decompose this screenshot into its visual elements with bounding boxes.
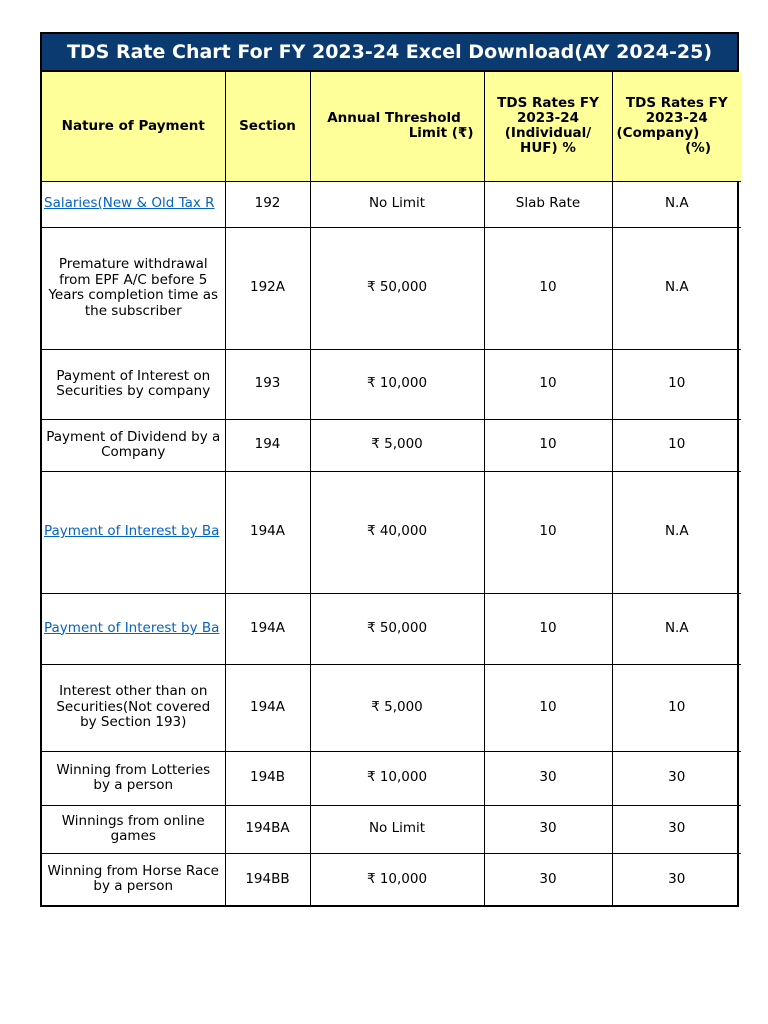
company-rate-cell: 30 xyxy=(612,805,741,853)
individual-rate-cell: 30 xyxy=(484,805,612,853)
nature-cell: Winnings from online games xyxy=(42,805,225,853)
company-rate-cell: N.A xyxy=(612,181,741,227)
section-cell: 192A xyxy=(225,227,310,349)
company-rate-cell: N.A xyxy=(612,593,741,664)
table-row xyxy=(42,471,741,593)
nature-cell: Winning from Horse Race by a person xyxy=(42,853,225,905)
section-cell: 193 xyxy=(225,349,310,419)
company-rate-cell: 10 xyxy=(612,664,741,751)
individual-rate-cell: 10 xyxy=(484,664,612,751)
section-cell: 194BA xyxy=(225,805,310,853)
individual-rate-cell: 10 xyxy=(484,349,612,419)
threshold-cell: ₹ 10,000 xyxy=(310,853,484,905)
header-individual-rate: TDS Rates FY 2023-24 (Individual/ HUF) % xyxy=(484,72,612,181)
section-cell: 194BB xyxy=(225,853,310,905)
company-rate-cell: 10 xyxy=(612,349,741,419)
header-threshold-line1: Annual Threshold xyxy=(327,110,461,127)
threshold-cell: No Limit xyxy=(310,805,484,853)
tds-rate-sheet xyxy=(40,32,739,907)
company-rate-cell: N.A xyxy=(612,227,741,349)
company-rate-cell: 30 xyxy=(612,751,741,805)
sheet-title: TDS Rate Chart For FY 2023-24 Excel Download(AY 2024-25) xyxy=(42,34,737,72)
company-rate-cell: 30 xyxy=(612,853,741,905)
table-row xyxy=(42,181,741,227)
header-nature: Nature of Payment xyxy=(42,72,225,181)
threshold-cell: ₹ 10,000 xyxy=(310,751,484,805)
tds-rate-table xyxy=(42,72,741,905)
header-company-line3: (%) xyxy=(685,140,711,157)
threshold-cell: ₹ 5,000 xyxy=(310,419,484,471)
section-cell: 194A xyxy=(225,593,310,664)
nature-link[interactable]: Salaries(New & Old Tax R xyxy=(44,195,215,212)
section-cell: 192 xyxy=(225,181,310,227)
threshold-cell: ₹ 10,000 xyxy=(310,349,484,419)
table-row xyxy=(42,227,741,349)
individual-rate-cell: 10 xyxy=(484,419,612,471)
section-cell: 194 xyxy=(225,419,310,471)
threshold-cell: ₹ 50,000 xyxy=(310,227,484,349)
table-row xyxy=(42,419,741,471)
header-company-line2: (Company) xyxy=(616,125,700,142)
individual-rate-cell: Slab Rate xyxy=(484,181,612,227)
threshold-cell: ₹ 40,000 xyxy=(310,471,484,593)
header-company-rate xyxy=(612,72,741,181)
individual-rate-cell: 30 xyxy=(484,751,612,805)
nature-cell: Premature withdrawal from EPF A/C before 5 Years completion time as the subscriber xyxy=(42,227,225,349)
nature-cell: Payment of Dividend by a Company xyxy=(42,419,225,471)
table-row xyxy=(42,751,741,805)
header-threshold-line2: Limit (₹) xyxy=(408,125,474,142)
header-section: Section xyxy=(225,72,310,181)
threshold-cell: ₹ 5,000 xyxy=(310,664,484,751)
company-rate-cell: N.A xyxy=(612,471,741,593)
nature-cell[interactable] xyxy=(42,593,225,664)
section-cell: 194A xyxy=(225,664,310,751)
individual-rate-cell: 10 xyxy=(484,471,612,593)
table-row xyxy=(42,664,741,751)
nature-link[interactable]: Payment of Interest by Ba xyxy=(44,523,220,540)
section-cell: 194A xyxy=(225,471,310,593)
nature-cell[interactable] xyxy=(42,471,225,593)
individual-rate-cell: 30 xyxy=(484,853,612,905)
table-row xyxy=(42,349,741,419)
individual-rate-cell: 10 xyxy=(484,227,612,349)
table-row xyxy=(42,853,741,905)
threshold-cell: ₹ 50,000 xyxy=(310,593,484,664)
nature-link[interactable]: Payment of Interest by Ba xyxy=(44,619,220,636)
nature-cell: Winning from Lotteries by a person xyxy=(42,751,225,805)
nature-cell: Interest other than on Securities(Not covered by Section 193) xyxy=(42,664,225,751)
threshold-cell: No Limit xyxy=(310,181,484,227)
header-row xyxy=(42,72,741,181)
nature-cell: Payment of Interest on Securities by company xyxy=(42,349,225,419)
individual-rate-cell: 10 xyxy=(484,593,612,664)
table-row xyxy=(42,593,741,664)
table-row xyxy=(42,805,741,853)
company-rate-cell: 10 xyxy=(612,419,741,471)
nature-cell[interactable] xyxy=(42,181,225,227)
section-cell: 194B xyxy=(225,751,310,805)
header-threshold xyxy=(310,72,484,181)
header-company-line1: TDS Rates FY 2023-24 xyxy=(625,95,728,127)
